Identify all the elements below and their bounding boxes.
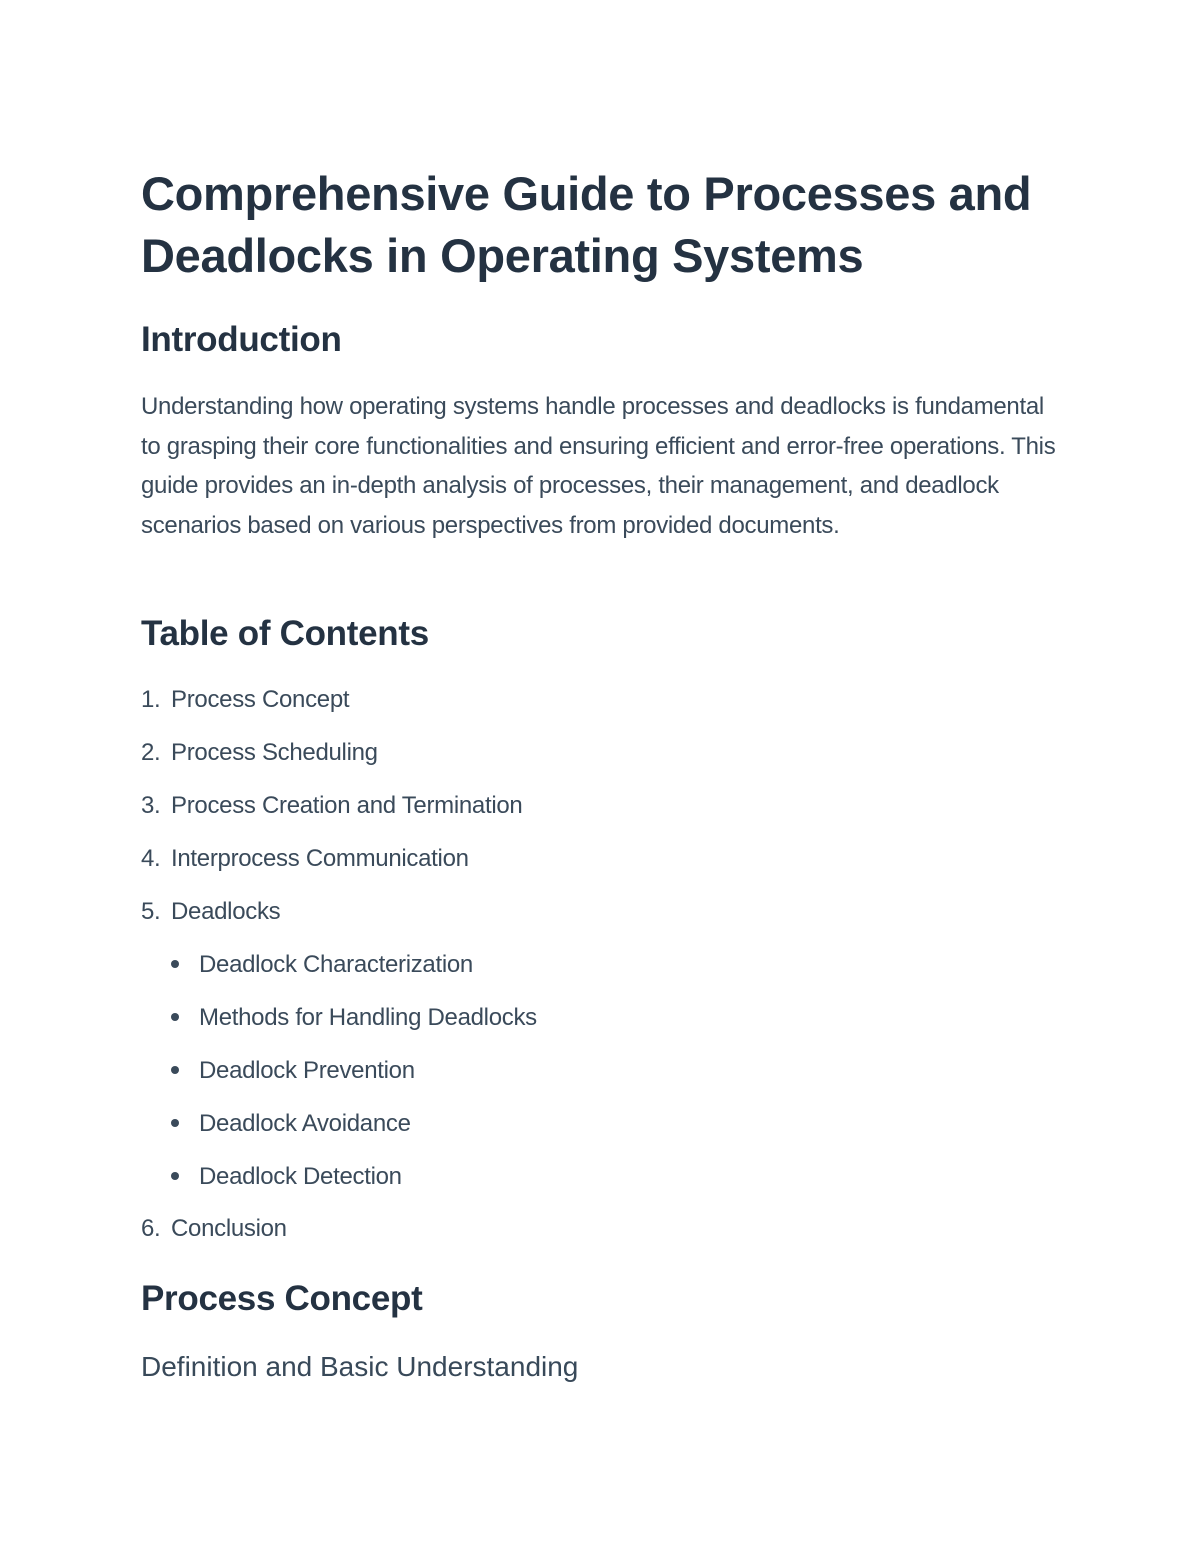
toc-subitem-label: Deadlock Detection bbox=[199, 1163, 402, 1190]
introduction-heading: Introduction bbox=[141, 320, 342, 359]
toc-item-6[interactable] bbox=[141, 1213, 287, 1245]
toc-item-number: 3. bbox=[141, 792, 161, 819]
toc-item-label: Process Scheduling bbox=[171, 739, 378, 766]
bullet-icon bbox=[171, 1066, 179, 1074]
process-concept-heading: Process Concept bbox=[141, 1279, 423, 1318]
bullet-icon bbox=[171, 1119, 179, 1127]
toc-item-number: 4. bbox=[141, 845, 161, 872]
toc-subitem-1[interactable] bbox=[171, 949, 473, 981]
toc-item-5[interactable] bbox=[141, 896, 280, 928]
bullet-icon bbox=[171, 960, 179, 968]
toc-subitem-3[interactable] bbox=[171, 1055, 415, 1087]
document-title: Comprehensive Guide to Processes and Deadlocks in Operating Systems bbox=[141, 167, 1032, 282]
toc-item-label: Process Concept bbox=[171, 686, 350, 713]
toc-item-number: 6. bbox=[141, 1215, 161, 1242]
toc-item-label: Interprocess Communication bbox=[171, 845, 469, 872]
bullet-icon bbox=[171, 1013, 179, 1021]
toc-subitem-label: Deadlock Characterization bbox=[199, 951, 473, 978]
toc-item-number: 2. bbox=[141, 739, 161, 766]
toc-item-4[interactable] bbox=[141, 843, 469, 875]
toc-subitem-label: Methods for Handling Deadlocks bbox=[199, 1004, 537, 1031]
toc-subitem-4[interactable] bbox=[171, 1108, 411, 1140]
toc-item-label: Conclusion bbox=[171, 1215, 287, 1242]
toc-item-number: 5. bbox=[141, 898, 161, 925]
toc-item-1[interactable] bbox=[141, 684, 349, 716]
toc-item-3[interactable] bbox=[141, 790, 522, 822]
toc-item-label: Process Creation and Termination bbox=[171, 792, 523, 819]
definition-subheading: Definition and Basic Understanding bbox=[141, 1351, 579, 1382]
toc-subitem-label: Deadlock Avoidance bbox=[199, 1110, 411, 1137]
introduction-paragraph: Understanding how operating systems handle processes and deadlocks is fundamental to grasping their core functionalities and ensuring efficient and error-free operations. This guide provides an in-depth analysis of processes, their management, and deadlock scenarios based on various perspectives from provided documents. bbox=[141, 393, 1056, 539]
toc-item-number: 1. bbox=[141, 686, 161, 713]
toc-item-2[interactable] bbox=[141, 737, 378, 769]
toc-subitem-5[interactable] bbox=[171, 1161, 402, 1193]
toc-item-label: Deadlocks bbox=[171, 898, 281, 925]
bullet-icon bbox=[171, 1172, 179, 1180]
toc-subitem-label: Deadlock Prevention bbox=[199, 1057, 415, 1084]
toc-subitem-2[interactable] bbox=[171, 1002, 537, 1034]
toc-heading: Table of Contents bbox=[141, 614, 429, 653]
